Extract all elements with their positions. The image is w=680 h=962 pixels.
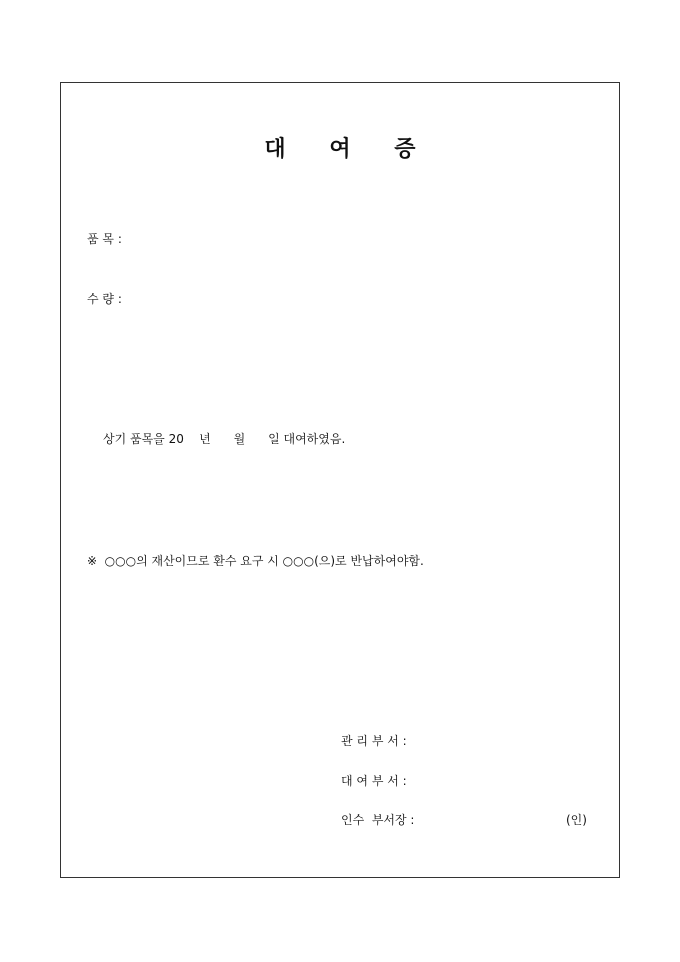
lend-dept-label: 대 여 부 서 :: [341, 774, 407, 788]
return-notice: ※ ○○○의 재산이므로 환수 요구 시 ○○○(으)로 반납하여야함.: [87, 554, 424, 568]
manage-dept-label: 관 리 부 서 :: [341, 734, 407, 748]
document-frame: [60, 82, 620, 878]
lending-statement: 상기 품목을 20 년 월 일 대여하였음.: [103, 432, 346, 446]
title-char-1: 대: [264, 136, 286, 162]
quantity-field-label: 수 량 :: [87, 292, 122, 306]
receiver-label: 인수 부서장 :: [341, 813, 415, 827]
title-char-3: 증: [394, 136, 416, 162]
item-field-label: 품 목 :: [87, 232, 122, 246]
title-char-2: 여: [329, 136, 351, 162]
seal-mark: (인): [566, 813, 587, 827]
document-title: [61, 132, 619, 163]
